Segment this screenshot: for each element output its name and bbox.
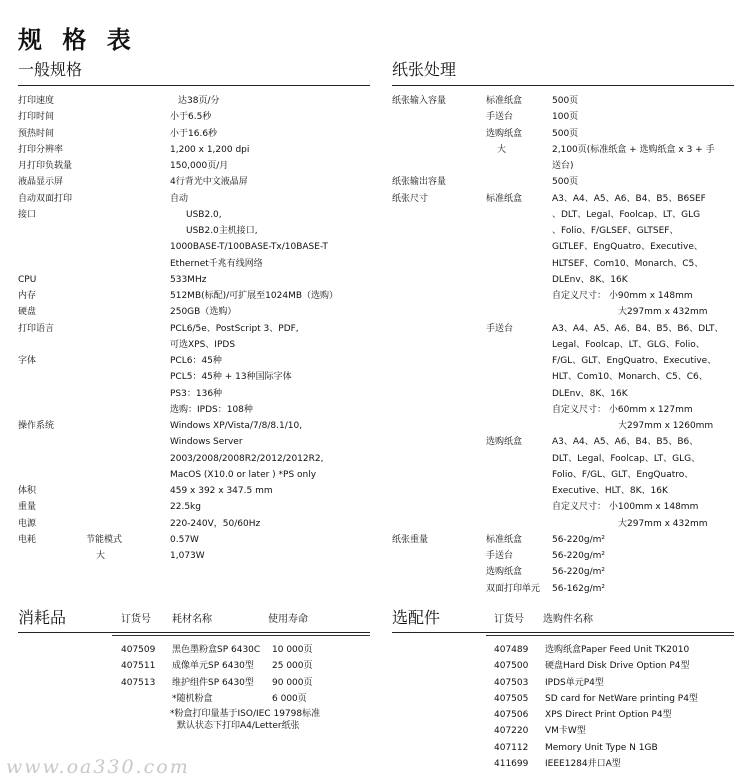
paper-value: A3、A4、A5、A6、B4、B5、B6、DLT、 [552, 323, 724, 334]
spec-value: 自动 [170, 193, 189, 204]
spec-value: 22.5kg [170, 502, 201, 513]
consumables-col-order: 订货号 [121, 614, 151, 625]
spec-label: 打印时间 [18, 112, 55, 123]
general-spec-heading: 一般规格 [18, 60, 83, 79]
consumables-rule [18, 632, 370, 633]
paper-value: 自定义尺寸： 小60mm x 127mm [552, 404, 693, 415]
paper-value: 大297mm x 1260mm [618, 421, 714, 431]
option-name: SD card for NetWare printing P4型 [545, 693, 698, 704]
paper-label: 纸张重量 [392, 534, 429, 545]
spec-value: 459 x 392 x 347.5 mm [170, 486, 273, 496]
spec-label: 重量 [18, 502, 37, 513]
paper-value: HLT、Com10、Monarch、C5、C6、 [552, 372, 708, 383]
spec-label: 硬盘 [18, 307, 37, 318]
spec-label: 内存 [18, 291, 37, 301]
paper-value: 2,100页(标准纸盒 + 选购纸盒 x 3 + 手 [552, 144, 715, 155]
paper-value: 500页 [552, 96, 579, 106]
paper-sublabel: 标准纸盒 [486, 96, 523, 106]
watermark: www.oa330.com [6, 756, 190, 778]
option-name: VM卡W型 [545, 726, 586, 737]
consumables-col-name: 耗材名称 [172, 614, 212, 625]
paper-value: DLEnv、8K、16K [552, 388, 628, 399]
spec-value: 1,073W [170, 551, 205, 561]
option-name: Memory Unit Type N 1GB [545, 742, 658, 753]
consumable-name: 成像单元SP 6430型 [172, 661, 254, 672]
paper-sublabel: 标准纸盒 [486, 534, 523, 545]
page-title: 规 格 表 [18, 26, 137, 54]
paper-value: HLTSEF、Com10、Monarch、C5、 [552, 258, 704, 269]
paper-value: 500页 [552, 128, 579, 139]
spec-value: 可选XPS、IPDS [170, 339, 236, 350]
consumables-subrule [112, 635, 370, 636]
paper-label: 纸张尺寸 [392, 193, 429, 204]
spec-value: 250GB（选购） [170, 307, 237, 318]
options-rule [392, 632, 734, 633]
spec-label: 打印速度 [18, 96, 55, 106]
consumables-note-2: 默认状态下打印A4/Letter纸张 [177, 721, 300, 731]
spec-value: 220-240V，50/60Hz [170, 518, 261, 529]
consumable-life: 90 000页 [272, 677, 313, 688]
consumable-order-number: 407513 [121, 677, 156, 688]
spec-label: 接口 [18, 209, 37, 220]
option-order-number: 407489 [494, 645, 529, 655]
spec-value: 4行背光中文液晶屏 [170, 177, 248, 188]
spec-value: 150,000页/月 [170, 161, 229, 171]
consumable-life: 10 000页 [272, 645, 313, 655]
spec-label: 打印分辨率 [18, 144, 64, 155]
spec-label: CPU [18, 274, 37, 285]
paper-sublabel: 选购纸盒 [486, 567, 523, 578]
spec-label: 自动双面打印 [18, 193, 73, 204]
paper-sublabel: 手送台 [486, 112, 514, 123]
paper-value: DLEnv、8K、16K [552, 274, 628, 285]
paper-sublabel: 双面打印单元 [486, 583, 541, 594]
paper-handling-heading: 纸张处理 [392, 60, 457, 79]
option-order-number: 411699 [494, 758, 529, 769]
spec-value: PCL6：45种 [170, 356, 222, 366]
paper-value: 、Folio、F/GLSEF、GLTSEF、 [552, 226, 679, 236]
spec-label: 液晶显示屏 [18, 177, 64, 188]
spec-value: MacOS (X10.0 or later ) *PS only [170, 469, 317, 480]
paper-sublabel: 手送台 [486, 551, 514, 561]
spec-label: 电耗 [18, 534, 37, 545]
paper-value: 56-162g/m² [552, 583, 605, 594]
paper-value: 100页 [552, 112, 579, 123]
option-name: XPS Direct Print Option P4型 [545, 710, 672, 720]
option-order-number: 407112 [494, 742, 529, 753]
spec-label: 电源 [18, 518, 37, 529]
paper-value: 大297mm x 432mm [618, 518, 708, 529]
paper-value: A3、A4、A5、A6、B4、B5、B6、 [552, 437, 699, 448]
spec-value: USB2.0主机接口, [186, 226, 258, 236]
option-order-number: 407503 [494, 677, 529, 688]
consumables-note-1: *粉盒打印量基于ISO/IEC 19798标准 [170, 709, 321, 719]
options-heading: 选配件 [392, 608, 441, 627]
spec-value: 533MHz [170, 274, 207, 285]
paper-value: 56-220g/m² [552, 567, 605, 578]
paper-value: 56-220g/m² [552, 551, 605, 561]
spec-value: 0.57W [170, 534, 199, 545]
paper-value: 自定义尺寸： 小100mm x 148mm [552, 502, 699, 513]
consumable-life: 6 000页 [272, 693, 307, 704]
spec-value: 2003/2008/2008R2/2012/2012R2, [170, 453, 324, 464]
paper-value: Executive、HLT、8K、16K [552, 486, 668, 496]
spec-value: 小于6.5秒 [170, 112, 212, 123]
spec-value: 1,200 x 1,200 dpi [170, 144, 250, 155]
spec-value: 达38页/分 [178, 96, 220, 106]
paper-value: 大297mm x 432mm [618, 307, 708, 318]
paper-sublabel: 大 [497, 144, 507, 155]
option-order-number: 407506 [494, 710, 529, 720]
spec-label: 字体 [18, 356, 37, 366]
options-subrule [486, 635, 734, 636]
consumable-name: *随机粉盒 [172, 693, 213, 704]
spec-sublabel: 大 [96, 551, 106, 561]
spec-value: USB2.0, [186, 209, 222, 220]
spec-value: 512MB(标配)/可扩展至1024MB（选购） [170, 291, 339, 301]
general-spec-rule [18, 85, 370, 86]
paper-value: F/GL、GLT、EngQuatro、Executive、 [552, 356, 717, 366]
consumable-life: 25 000页 [272, 661, 313, 672]
consumable-order-number: 407509 [121, 645, 156, 655]
spec-value: Windows Server [170, 437, 243, 448]
spec-label: 打印语言 [18, 323, 55, 334]
spec-sublabel: 节能模式 [86, 534, 123, 545]
option-name: IPDS单元P4型 [545, 677, 604, 688]
spec-value: 1000BASE-T/100BASE-Tx/10BASE-T [170, 242, 328, 253]
paper-value: 500页 [552, 177, 579, 188]
spec-value: 选购：IPDS：108种 [170, 404, 253, 415]
paper-value: Folio、F/GL、GLT、EngQuatro、 [552, 469, 694, 480]
paper-value: 送台) [552, 161, 574, 171]
paper-value: 56-220g/m² [552, 534, 605, 545]
spec-value: PS3：136种 [170, 388, 223, 399]
spec-value: Windows XP/Vista/7/8/8.1/10, [170, 421, 303, 431]
spec-value: PCL5：45种 + 13种国际字体 [170, 372, 292, 383]
option-name: 选购纸盒Paper Feed Unit TK2010 [545, 645, 690, 655]
spec-label: 操作系统 [18, 421, 55, 431]
paper-value: DLT、Legal、Foolcap、LT、GLG、 [552, 453, 701, 464]
options-col-order: 订货号 [494, 614, 524, 625]
consumables-col-life: 使用寿命 [268, 614, 308, 625]
paper-sublabel: 选购纸盒 [486, 128, 523, 139]
paper-label: 纸张输出容量 [392, 177, 447, 188]
paper-sublabel: 选购纸盒 [486, 437, 523, 448]
spec-value: Ethernet千兆有线网络 [170, 258, 263, 269]
paper-label: 纸张输入容量 [392, 96, 447, 106]
paper-value: 、DLT、Legal、Foolcap、LT、GLG [552, 209, 701, 220]
consumable-name: 黑色墨粉盒SP 6430C [172, 645, 261, 655]
consumable-name: 维护组件SP 6430型 [172, 677, 254, 688]
paper-value: Legal、Foolcap、LT、GLG、Folio、 [552, 339, 705, 350]
option-order-number: 407220 [494, 726, 529, 737]
spec-value: PCL6/5e、PostScript 3、PDF, [170, 323, 299, 334]
paper-handling-rule [392, 85, 734, 86]
spec-label: 月打印负载量 [18, 161, 73, 171]
spec-label: 体积 [18, 486, 37, 496]
options-col-name: 选购件名称 [543, 614, 593, 625]
paper-value: A3、A4、A5、A6、B4、B5、B6SEF [552, 193, 706, 204]
spec-value: 小于16.6秒 [170, 128, 218, 139]
option-order-number: 407505 [494, 693, 529, 704]
option-name: 硬盘Hard Disk Drive Option P4型 [545, 661, 690, 672]
option-order-number: 407500 [494, 661, 529, 672]
spec-label: 预热时间 [18, 128, 55, 139]
paper-value: 自定义尺寸： 小90mm x 148mm [552, 291, 693, 301]
option-name: IEEE1284并口A型 [545, 758, 621, 769]
consumable-order-number: 407511 [121, 661, 156, 672]
consumables-heading: 消耗品 [18, 608, 67, 627]
paper-value: GLTLEF、EngQuatro、Executive、 [552, 242, 703, 253]
paper-sublabel: 手送台 [486, 323, 514, 334]
paper-sublabel: 标准纸盒 [486, 193, 523, 204]
